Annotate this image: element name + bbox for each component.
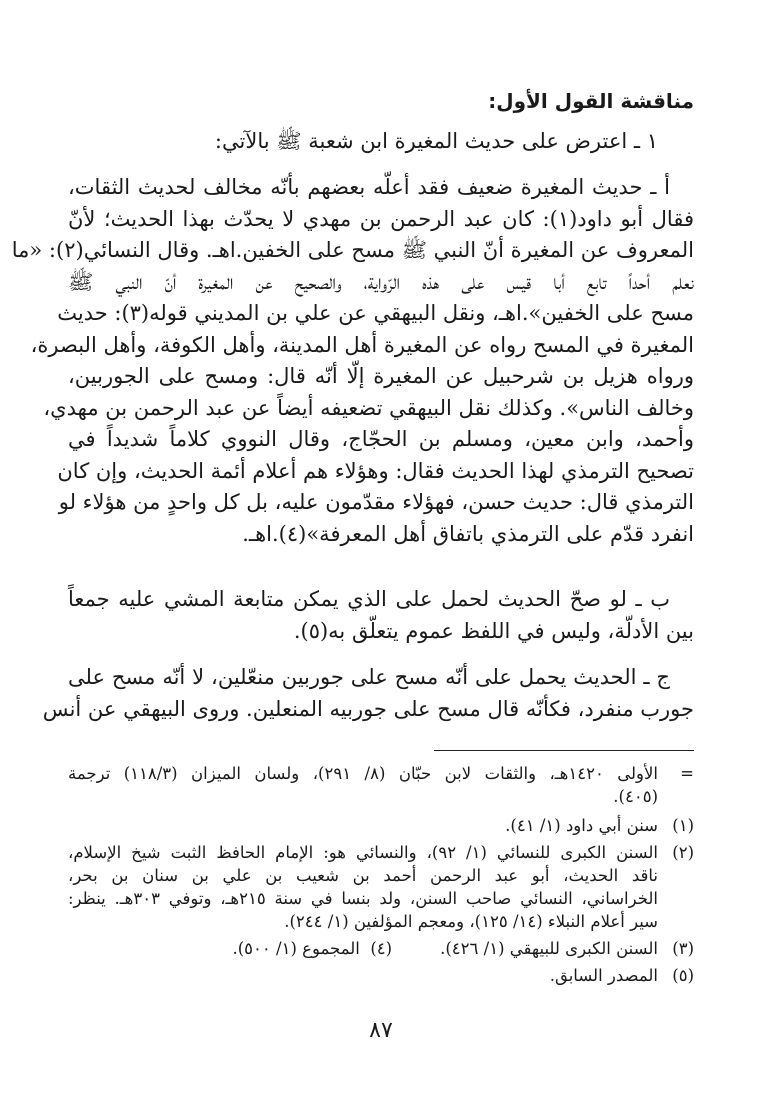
paragraph-c-line: جورب منفرد، فكأنّه قال مسح على جوربيه المنعلين. وروى البيهقي عن أنس [42,696,694,721]
footnote-text: سنن أبي داود (١/ ٤١). [505,816,658,835]
footnote-continued [68,785,694,808]
paragraph-b [68,584,694,647]
footnote-mark: (٥) [672,966,694,985]
footnote-text: ناقد الحديث، أبو عبد الرحمن أحمد بن شعيب بن علي بن سنان بن بحر، [68,866,658,885]
footnote-text: السنن الكبرى للبيهقي (١/ ٤٢٦). [440,939,658,958]
footnote-continued [68,762,694,785]
footnote-separator [434,750,694,751]
footnote-2 [68,841,694,864]
footnote-2 [68,910,694,933]
paragraph-a-line: المغيرة في المسح رواه عن المغيرة أهل المدينة، وأهل الكوفة، وأهل البصرة، [30,332,694,357]
paragraph-a-line: المعروف عن المغيرة أنّ النبي ﷺ مسح على الخفين.اهـ. وقال النسائي(٢): «ما [11,238,694,262]
paragraph-a-line: فقال أبو داود(١): كان عبد الرحمن بن مهدي لا يحدّث بهذا الحديث؛ لأنّ [68,206,694,231]
paragraph-a-line: انفرد قدّم على الترمذي باتفاق أهل المعرفة»(٤).اهـ. [242,521,694,546]
paragraph-c-line: ج ـ الحديث يحمل على أنّه مسح على جوربين منعّلين، لا أنّه مسح على [68,665,670,689]
paragraph-a-line: تصحيح الترمذي لهذا الحديث فقال: وهؤلاء هم أعلام أئمة الحديث، وإن كان [57,458,694,483]
point-1-line: ١ ـ اعترض على حديث المغيرة ابن شعبة ﷺ بالآتي: [214,129,658,153]
paragraph-a-line: وأحمد، وابن معين، ومسلم بن الحجّاج، وقال النووي كلاماً شديداً في [68,427,694,451]
paragraph-b-line: ب ـ لو صحّ الحديث لحمل على الذي يمكن متابعة المشي عليه جمعاً [68,587,670,611]
paragraph-a-line: نعلم أحداً تابع أبا قيس على هذه الرّواية، والصحيح عن المغيرة أنّ النبي ﷺ [68,269,694,294]
page-number: ٨٧ [369,1018,393,1043]
footnote-5 [68,964,694,987]
footnote-mark: (٤) [370,939,393,958]
footnote-text: السنن الكبرى للنسائي (١/ ٩٢)، والنسائي هو: الإمام الحافظ الثبت شيخ الإسلام، [68,843,658,862]
footnote-mark: (٣) [672,939,694,958]
footnote-text: المجموع (١/ ٥٠٠). [232,939,360,958]
point-1 [68,126,694,158]
footnote-text: الخراساني، النسائي صاحب السنن، ولد بنسا في سنة ٢١٥هـ، وتوفي ٣٠٣هـ. ينظر: [68,889,659,908]
footnote-mark: = [680,764,694,783]
footnote-2 [68,887,694,910]
paragraph-a-line: وخالف الناس». وكذلك نقل البيهقي تضعيفه أيضاً عن عبد الرحمن بن مهدي، [43,395,694,420]
paragraph-a-line: ورواه هزيل بن شرحبيل عن المغيرة إلّا أنّه قال: ومسح على الجوربين، [68,364,694,388]
footnote-text: المصدر السابق. [549,966,658,985]
footnotes [68,762,694,987]
paragraph-a-line: الترمذي قال: حديث حسن، فهؤلاء مقدّمون عليه، بل كل واحدٍ من هؤلاء لو [58,490,694,514]
footnote-text: (٤٠٥). [613,787,658,806]
footnote-mark: (٢) [672,843,694,862]
paragraph-a-line: أ ـ حديث المغيرة ضعيف فقد أعلّه بعضهم بأنّه مخالف لحديث الثقات، [68,175,670,199]
paragraph-b-line: بين الأدلّة، وليس في اللفظ عموم يتعلّق به(٥). [293,618,694,643]
footnote-3-4 [68,937,694,960]
paragraph-c [42,662,694,725]
footnote-mark: (١) [672,816,694,835]
footnote-2 [68,864,694,887]
paragraph-a [11,172,694,550]
footnote-1 [68,814,694,837]
footnote-text: الأولى ١٤٢٠هـ، والثقات لابن حبّان (٨/ ٢٩١)، ولسان الميزان (١١٨/٣) ترجمة [68,764,658,783]
section-heading: مناقشة القول الأول: [488,89,694,113]
footnote-text: سير أعلام النبلاء (١٤/ ١٢٥)، ومعجم المؤلفين (١/ ٢٤٤). [284,912,658,931]
paragraph-a-line: مسح على الخفين».اهـ، ونقل البيهقي عن علي بن المديني قوله(٣): حديث [57,301,694,325]
